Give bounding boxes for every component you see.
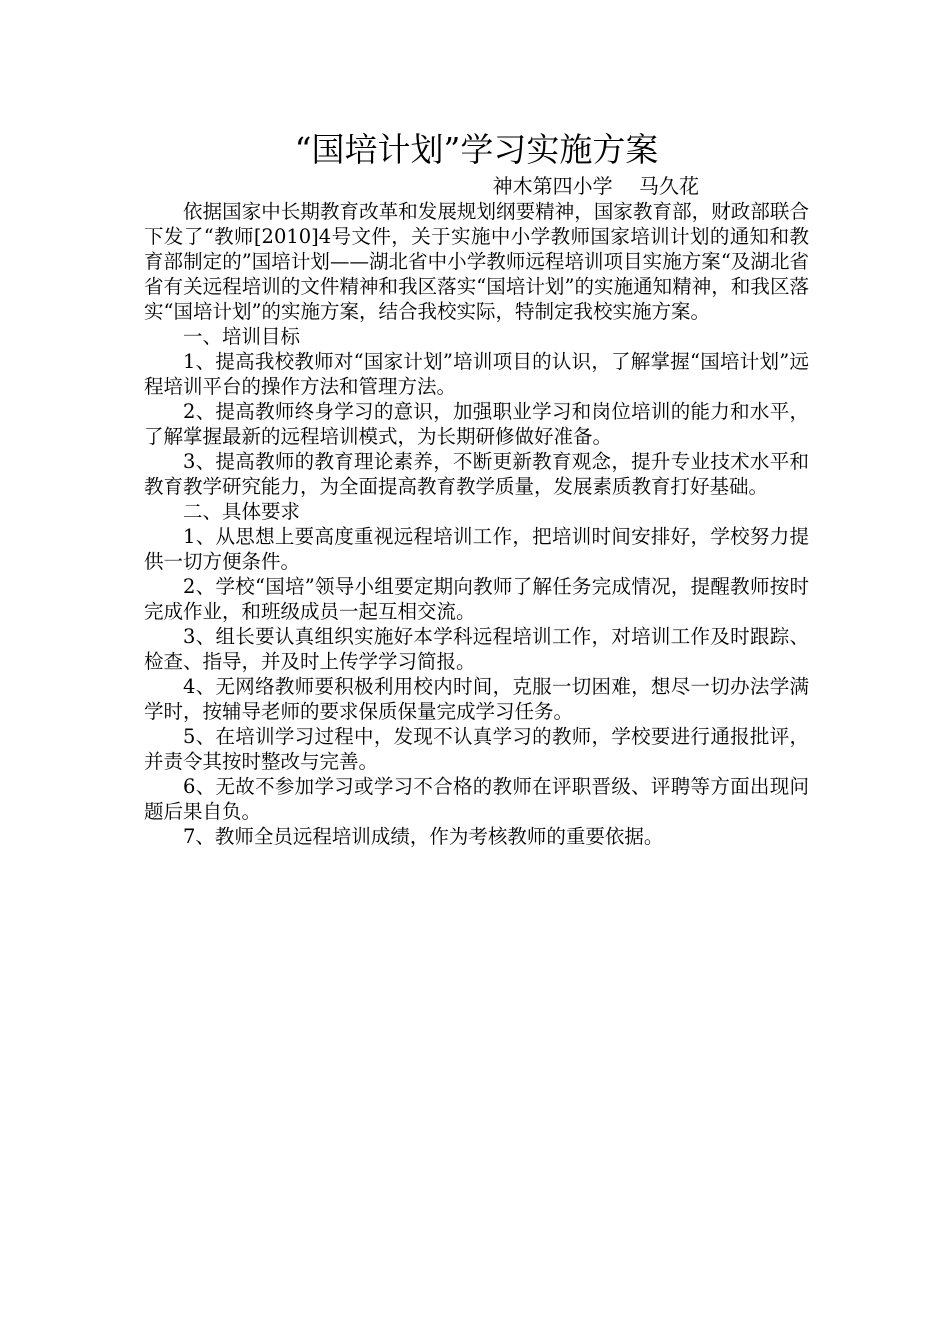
- intro-paragraph: 依据国家中长期教育改革和发展规划纲要精神，国家教育部，财政部联合下发了“教师[2010]4号文件，关于实施中小学教师国家培训计划的通知和教育部制定的”国培计划——湖北省中小学教师远程培训项目实施方案“及湖北省省有关远程培训的文件精神和我区落实“国培计划”的实施通知精神，和我区落实“国培计划”的实施方案，结合我校实际，特制定我校实施方案。: [144, 200, 809, 323]
- requirement-item-1: 1、从思想上要高度重视远程培训工作，把培训时间安排好，学校努力提供一切方便条件。: [144, 525, 809, 573]
- requirement-item-3: 3、组长要认真组织实施好本学科远程培训工作，对培训工作及时跟踪、检查、指导，并及时上传学学习简报。: [144, 625, 809, 673]
- requirement-item-5: 5、在培训学习过程中，发现不认真学习的教师，学校要进行通报批评，并责令其按时整改与完善。: [144, 725, 809, 773]
- section-heading-goals: 一、培训目标: [183, 325, 301, 348]
- requirement-item-4: 4、无网络教师要积极利用校内时间，克服一切困难，想尽一切办法学满学时，按辅导老师的要求保质保量完成学习任务。: [144, 675, 809, 723]
- document-author: 神木第四小学 马久花: [492, 174, 699, 198]
- goal-item-2: 2、提高教师终身学习的意识，加强职业学习和岗位培训的能力和水平，了解掌握最新的远程培训模式，为长期研修做好准备。: [144, 400, 809, 448]
- requirement-item-6: 6、无故不参加学习或学习不合格的教师在评职晋级、评聘等方面出现问题后果自负。: [144, 775, 809, 823]
- goal-item-3: 3、提高教师的教育理论素养，不断更新教育观念，提升专业技术水平和教育教学研究能力，为全面提高教育教学质量，发展素质教育打好基础。: [144, 450, 809, 498]
- goal-item-1: 1、提高我校教师对“国家计划”培训项目的认识，了解掌握“国培计划”远程培训平台的操作方法和管理方法。: [144, 350, 809, 398]
- requirement-item-7: 7、教师全员远程培训成绩，作为考核教师的重要依据。: [183, 825, 664, 848]
- document-title: “国培计划”学习实施方案: [294, 130, 659, 169]
- requirement-item-2: 2、学校“国培”领导小组要定期向教师了解任务完成情况，提醒教师按时完成作业，和班级成员一起互相交流。: [144, 575, 809, 623]
- section-heading-requirements: 二、具体要求: [183, 500, 301, 523]
- document-page: [144, 126, 809, 849]
